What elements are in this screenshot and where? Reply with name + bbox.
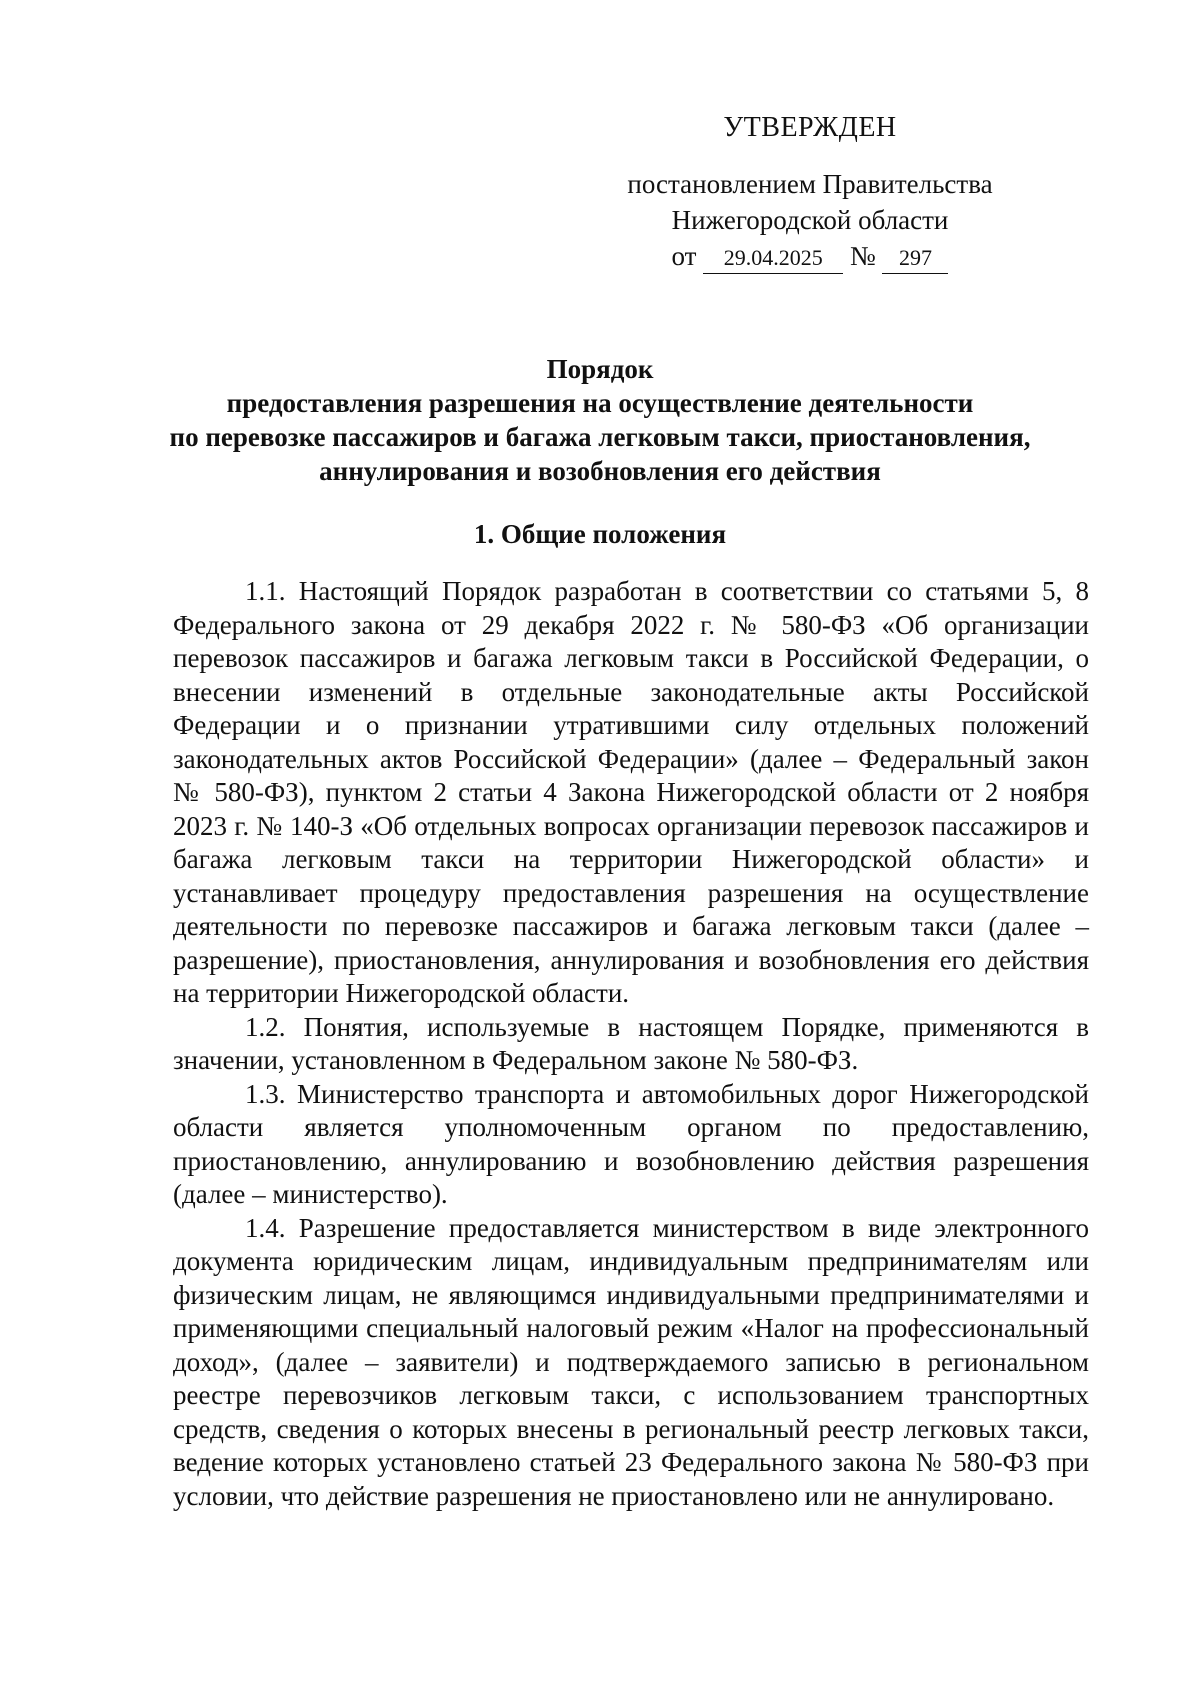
document-title <box>160 352 1040 488</box>
approval-line-resolution: постановлением Правительства <box>627 169 993 199</box>
paragraph-1-3: 1.3. Министерство транспорта и автомобильных дорог Нижегородской области является уполномоченным органом по предоставлению, приостановлению, аннулированию и возобновлению действия разрешения (далее – министерство). <box>173 1078 1089 1209</box>
from-label: от <box>671 241 697 271</box>
approval-number: 297 <box>882 243 948 274</box>
paragraph-1-2: 1.2. Понятия, используемые в настоящем Порядке, применяются в значении, установленном в Федеральном законе № 580-ФЗ. <box>173 1011 1089 1075</box>
title-line-4: аннулирования и возобновления его действия <box>319 456 881 486</box>
approval-line-region: Нижегородской области <box>671 205 949 235</box>
approval-date-number <box>600 238 1020 274</box>
number-label: № <box>849 241 876 271</box>
title-line-2: предоставления разрешения на осуществление деятельности <box>226 388 974 418</box>
approved-heading: УТВЕРЖДЕН <box>723 112 897 143</box>
section-heading: 1. Общие положения <box>473 519 727 549</box>
paragraph-1-1: 1.1. Настоящий Порядок разработан в соответствии со статьями 5, 8 Федерального закона от 29 декабря 2022 г. № 580-ФЗ «Об организации перевозок пассажиров и багажа легковым такси в Российской Федерации, о внесении изменений в отдельные законодательные акты Российской Федерации и о признании утратившими силу отдельных положений законодательных актов Российской Федерации» (далее – Федеральный закон № 580-ФЗ), пунктом 2 статьи 4 Закона Нижегородской области от 2 ноября 2023 г. № 140-З «Об отдельных вопросах организации перевозок пассажиров и багажа легковым такси на территории Нижегородской области» и устанавливает процедуру предоставления разрешения на осуществление деятельности по перевозке пассажиров и багажа легковым такси (далее – разрешение), приостановления, аннулирования и возобновления его действия на территории Нижегородской области. <box>173 576 1089 1008</box>
approval-date: 29.04.2025 <box>703 243 843 274</box>
title-line-3: по перевозке пассажиров и багажа легковым такси, приостановления, <box>169 422 1031 452</box>
title-line-1: Порядок <box>546 354 654 384</box>
section-body <box>173 575 1089 1513</box>
paragraph-1-4: 1.4. Разрешение предоставляется министерством в виде электронного документа юридическим лицам, индивидуальным предпринимателям или физическим лицам, не являющимся индивидуальными предпринимателями и применяющими специальный налоговый режим «Налог на профессиональный доход», (далее – заявители) и подтверждаемого записью в региональном реестре перевозчиков легковым такси, с использованием транспортных средств, сведения о которых внесены в региональный реестр легковых такси, ведение которых установлено статьей 23 Федерального закона № 580-ФЗ при условии, что действие разрешения не приостановлено или не аннулировано. <box>173 1212 1089 1511</box>
